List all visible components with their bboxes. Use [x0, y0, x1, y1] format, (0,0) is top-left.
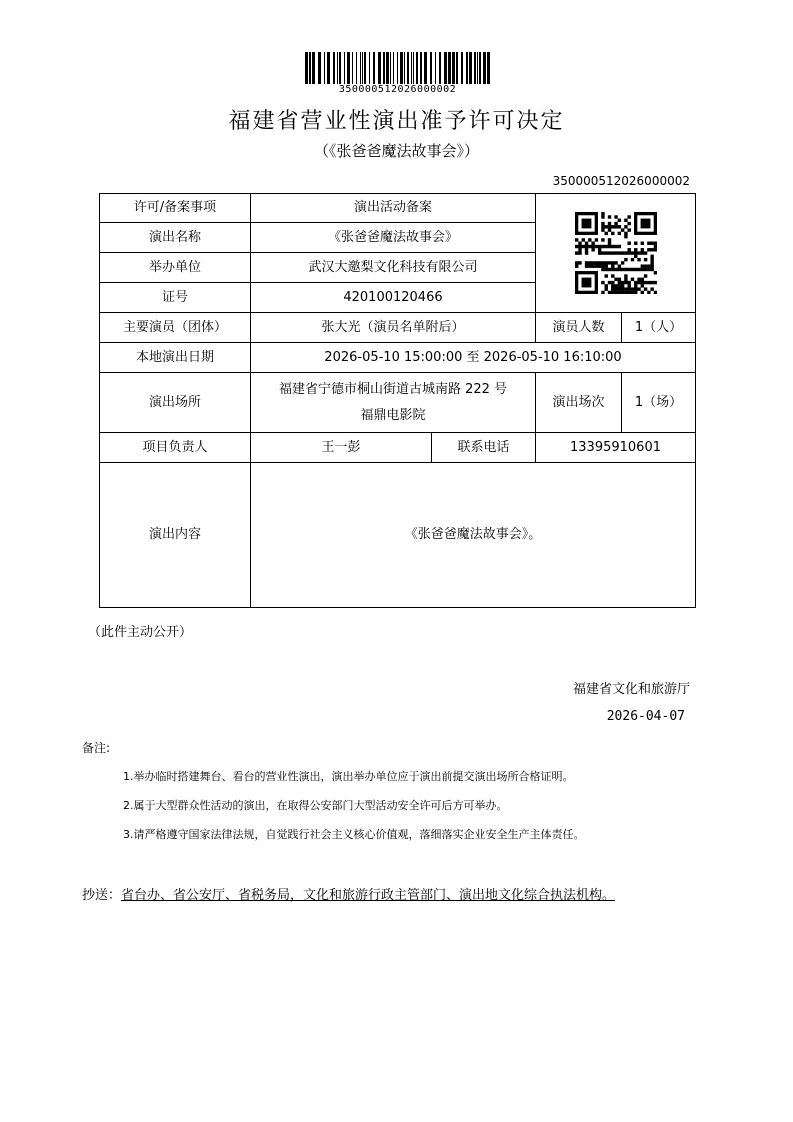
permit-type-value: 演出活动备案 [251, 194, 536, 223]
qr-cell [536, 194, 696, 313]
organizer-label: 举办单位 [100, 253, 251, 283]
date-label: 本地演出日期 [100, 343, 251, 373]
table-row [100, 194, 696, 223]
document-subtitle: （《张爸爸魔法故事会》） [313, 142, 479, 160]
copy-to [82, 884, 722, 908]
note-item: 3.请严格遵守国家法律法规，自觉践行社会主义核心价值观，落细落实企业安全生产主体责任。 [123, 828, 585, 841]
table-row [100, 463, 696, 608]
license-value: 420100120466 [251, 283, 536, 313]
manager-label: 项目负责人 [100, 433, 251, 463]
copy-to-text: 省台办、省公安厅、省税务局，文化和旅游行政主管部门、演出地文化综合执法机构。 [121, 888, 616, 903]
table-row [100, 343, 696, 373]
public-note: （此件主动公开） [88, 625, 193, 640]
venue-line-2: 福鼎电影院 [360, 407, 426, 423]
license-label: 证号 [100, 283, 251, 313]
note-item: 2.属于大型群众性活动的演出，在取得公安部门大型活动安全许可后方可举办。 [123, 799, 508, 812]
show-name-value: 《张爸爸魔法故事会》 [251, 223, 536, 253]
organizer-value: 武汉大邀梨文化科技有限公司 [251, 253, 536, 283]
manager-value: 王一彭 [251, 433, 432, 463]
performers-label: 主要演员（团体） [100, 313, 251, 343]
permit-table [99, 193, 696, 608]
table-row [100, 313, 696, 343]
performers-value: 张大光（演员名单附后） [251, 313, 536, 343]
barcode-number: 350000512026000002 [338, 84, 457, 95]
sessions-label: 演出场次 [536, 373, 622, 433]
performer-count-value: 1（人） [622, 313, 696, 343]
barcode [305, 52, 490, 84]
sessions-value: 1（场） [622, 373, 696, 433]
phone-label: 联系电话 [432, 433, 536, 463]
note-item: 1.举办临时搭建舞台、看台的营业性演出，演出举办单位应于演出前提交演出场所合格证明。 [123, 770, 574, 783]
show-name-label: 演出名称 [100, 223, 251, 253]
permit-type-label: 许可/备案事项 [100, 194, 251, 223]
qr-code [575, 212, 657, 294]
venue-label: 演出场所 [100, 373, 251, 433]
venue-value [251, 373, 536, 433]
notes-heading: 备注: [82, 741, 111, 755]
content-label: 演出内容 [100, 463, 251, 608]
venue-line-1: 福建省宁德市桐山街道古城南路 222 号 [278, 381, 508, 397]
content-value: 《张爸爸魔法故事会》。 [251, 463, 696, 608]
table-row [100, 373, 696, 433]
phone-value: 13395910601 [536, 433, 696, 463]
copy-to-label: 抄送： [82, 888, 122, 903]
performer-count-label: 演员人数 [536, 313, 622, 343]
date-value: 2026-05-10 15:00:00 至 2026-05-10 16:10:00 [251, 343, 696, 373]
document-number: 350000512026000002 [552, 174, 690, 188]
document-title: 福建省营业性演出准予许可决定 [228, 109, 565, 134]
issue-date: 2026-04-07 [606, 709, 685, 724]
issuer: 福建省文化和旅游厅 [572, 682, 690, 697]
table-row [100, 433, 696, 463]
